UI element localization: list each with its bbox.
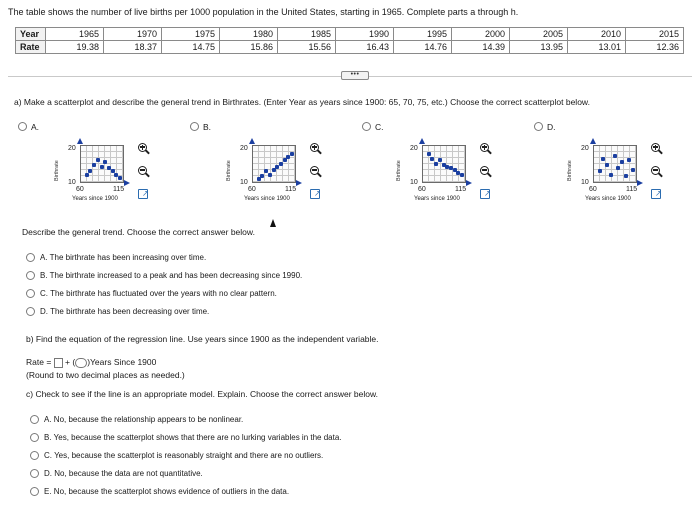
- radio-trend-c[interactable]: [26, 289, 35, 298]
- option-letter: A.: [31, 122, 40, 132]
- data-point: [609, 173, 613, 177]
- y-tick-label: 20: [410, 145, 418, 152]
- rate-cell: 16.43: [336, 41, 394, 54]
- rate-cell: 19.38: [46, 41, 104, 54]
- x-tick-label: 60: [76, 186, 84, 193]
- open-external-icon[interactable]: ↗: [137, 188, 150, 201]
- table-row-year: [16, 28, 684, 41]
- year-cell: 2010: [568, 28, 626, 41]
- radio-option-a[interactable]: [18, 122, 27, 131]
- open-external-icon[interactable]: ↗: [479, 188, 492, 201]
- x-tick-label: 60: [589, 186, 597, 193]
- choice-letter: A.: [40, 253, 48, 262]
- y-axis-arrow-icon: [419, 138, 425, 144]
- radio-trend-d[interactable]: [26, 307, 35, 316]
- x-tick-label: 115: [626, 186, 638, 193]
- zoom-out-icon[interactable]: [309, 165, 322, 178]
- x-tick-label: 60: [248, 186, 256, 193]
- zoom-out-icon[interactable]: [137, 165, 150, 178]
- data-point: [427, 152, 431, 156]
- y-axis-arrow-icon: [590, 138, 596, 144]
- radio-option-b[interactable]: [190, 122, 199, 131]
- rate-cell: 12.36: [626, 41, 684, 54]
- scatterplot-frame: [422, 145, 466, 183]
- zoom-out-icon[interactable]: [479, 165, 492, 178]
- x-axis-arrow-icon: [124, 180, 130, 186]
- option-letter: C.: [375, 122, 384, 132]
- choice-text: The birthrate increased to a peak and has been decreasing since 1990.: [49, 271, 303, 280]
- year-cell: 1990: [336, 28, 394, 41]
- data-point: [616, 166, 620, 170]
- birth-rate-table: [15, 27, 684, 54]
- plus-sign: +: [65, 357, 70, 367]
- x-axis-arrow-icon: [296, 180, 302, 186]
- open-external-icon[interactable]: ↗: [309, 188, 322, 201]
- x-tick-label: 115: [455, 186, 467, 193]
- choice-text: The birthrate has been increasing over time.: [49, 253, 207, 262]
- intercept-input[interactable]: [54, 358, 63, 368]
- y-tick-label: 10: [581, 179, 589, 186]
- y-axis-arrow-icon: [77, 138, 83, 144]
- choice-letter: C.: [40, 289, 48, 298]
- x-tick-label: 115: [285, 186, 297, 193]
- rate-cell: 18.37: [104, 41, 162, 54]
- choice-text: No, because the scatterplot shows evidence of outliers in the data.: [53, 487, 290, 496]
- y-tick-label: 10: [410, 179, 418, 186]
- data-point: [290, 152, 294, 156]
- intro-text: The table shows the number of live births per 1000 population in the United States, starting in 1965. Complete parts a through h.: [8, 7, 519, 17]
- radio-model-e[interactable]: [30, 487, 39, 496]
- choice-letter: E.: [44, 487, 52, 496]
- radio-option-c[interactable]: [362, 122, 371, 131]
- data-point: [85, 173, 89, 177]
- x-axis-arrow-icon: [637, 180, 643, 186]
- slope-input[interactable]: [75, 358, 87, 368]
- data-point: [627, 158, 631, 162]
- choice-letter: B.: [44, 433, 52, 442]
- zoom-in-icon[interactable]: [309, 142, 322, 155]
- data-point: [88, 169, 92, 173]
- data-point: [613, 154, 617, 158]
- rate-cell: 13.95: [510, 41, 568, 54]
- zoom-in-icon[interactable]: [650, 142, 663, 155]
- zoom-in-icon[interactable]: [479, 142, 492, 155]
- year-cell: 2005: [510, 28, 568, 41]
- radio-model-b[interactable]: [30, 433, 39, 442]
- radio-model-a[interactable]: [30, 415, 39, 424]
- data-point: [260, 174, 264, 178]
- describe-prompt: Describe the general trend. Choose the correct answer below.: [22, 227, 255, 237]
- data-point: [624, 174, 628, 178]
- x-axis-label: Years since 1900: [72, 196, 118, 202]
- year-cell: 2000: [452, 28, 510, 41]
- expand-button[interactable]: •••: [341, 71, 369, 80]
- regression-equation: Rate = + ( )Years Since 1900: [26, 357, 157, 367]
- choice-letter: D.: [40, 307, 48, 316]
- option-letter: B.: [203, 122, 212, 132]
- scatterplot-frame: [80, 145, 124, 183]
- years-label: Years Since 1900: [90, 357, 157, 367]
- y-tick-label: 10: [68, 179, 76, 186]
- y-tick-label: 10: [240, 179, 248, 186]
- data-point: [620, 160, 624, 164]
- round-note: (Round to two decimal places as needed.): [26, 370, 185, 380]
- option-letter: D.: [547, 122, 556, 132]
- zoom-out-icon[interactable]: [650, 165, 663, 178]
- rate-cell: 15.56: [278, 41, 336, 54]
- data-point: [598, 169, 602, 173]
- radio-model-d[interactable]: [30, 469, 39, 478]
- x-tick-label: 60: [418, 186, 426, 193]
- mouse-cursor: [270, 219, 276, 227]
- year-cell: 1970: [104, 28, 162, 41]
- choice-text: No, because the relationship appears to be nonlinear.: [53, 415, 244, 424]
- choice-text: No, because the data are not quantitative.: [54, 469, 203, 478]
- data-point: [605, 163, 609, 167]
- data-point: [460, 173, 464, 177]
- y-tick-label: 20: [240, 145, 248, 152]
- table-row-rate: [16, 41, 684, 54]
- scatterplot-frame: [252, 145, 296, 183]
- x-axis-label: Years since 1900: [414, 196, 460, 202]
- y-axis-label: Birthrate: [396, 160, 402, 181]
- y-axis-label: Birthrate: [226, 160, 232, 181]
- choice-text: The birthrate has fluctuated over the years with no clear pattern.: [50, 289, 277, 298]
- data-point: [96, 158, 100, 162]
- data-point: [92, 163, 96, 167]
- part-b-question: b) Find the equation of the regression line. Use years since 1900 as the independent variable.: [26, 334, 379, 344]
- radio-trend-a[interactable]: [26, 253, 35, 262]
- x-axis-arrow-icon: [466, 180, 472, 186]
- rate-label: Rate =: [26, 357, 52, 367]
- part-c-question: c) Check to see if the line is an appropriate model. Explain. Choose the correct answer below.: [26, 389, 378, 399]
- year-cell: 1975: [162, 28, 220, 41]
- data-point: [434, 162, 438, 166]
- choice-letter: C.: [44, 451, 52, 460]
- data-point: [279, 162, 283, 166]
- y-tick-label: 20: [581, 145, 589, 152]
- data-point: [268, 173, 272, 177]
- radio-trend-b[interactable]: [26, 271, 35, 280]
- zoom-in-icon[interactable]: [137, 142, 150, 155]
- radio-model-c[interactable]: [30, 451, 39, 460]
- x-tick-label: 115: [113, 186, 125, 193]
- year-cell: 1995: [394, 28, 452, 41]
- data-point: [118, 176, 122, 180]
- data-point: [100, 165, 104, 169]
- y-axis-label: Birthrate: [54, 160, 60, 181]
- y-axis-label: Birthrate: [567, 160, 573, 181]
- data-point: [438, 158, 442, 162]
- x-axis-label: Years since 1900: [244, 196, 290, 202]
- rate-cell: 14.39: [452, 41, 510, 54]
- choice-text: Yes, because the scatterplot shows that there are no lurking variables in the data.: [53, 433, 342, 442]
- y-axis-arrow-icon: [249, 138, 255, 144]
- row-header-rate: Rate: [16, 41, 46, 54]
- data-point: [103, 160, 107, 164]
- choice-letter: B.: [40, 271, 48, 280]
- choice-letter: D.: [44, 469, 52, 478]
- year-cell: 1985: [278, 28, 336, 41]
- year-cell: 1980: [220, 28, 278, 41]
- x-axis-label: Years since 1900: [585, 196, 631, 202]
- year-cell: 2015: [626, 28, 684, 41]
- year-cell: 1965: [46, 28, 104, 41]
- y-tick-label: 20: [68, 145, 76, 152]
- data-point: [631, 168, 635, 172]
- rate-cell: 13.01: [568, 41, 626, 54]
- rate-cell: 15.86: [220, 41, 278, 54]
- data-point: [601, 157, 605, 161]
- row-header-year: Year: [16, 28, 46, 41]
- radio-option-d[interactable]: [534, 122, 543, 131]
- rate-cell: 14.76: [394, 41, 452, 54]
- scatterplot-frame: [593, 145, 637, 183]
- choice-text: Yes, because the scatterplot is reasonably straight and there are no outliers.: [54, 451, 324, 460]
- rate-cell: 14.75: [162, 41, 220, 54]
- open-external-icon[interactable]: ↗: [650, 188, 663, 201]
- part-a-question: a) Make a scatterplot and describe the general trend in Birthrates. (Enter Year as years since 1900: 65, 70, 75, etc.) Choose the correct scatterplot below.: [14, 97, 590, 107]
- choice-text: The birthrate has been decreasing over time.: [50, 307, 210, 316]
- choice-letter: A.: [44, 415, 52, 424]
- data-point: [430, 157, 434, 161]
